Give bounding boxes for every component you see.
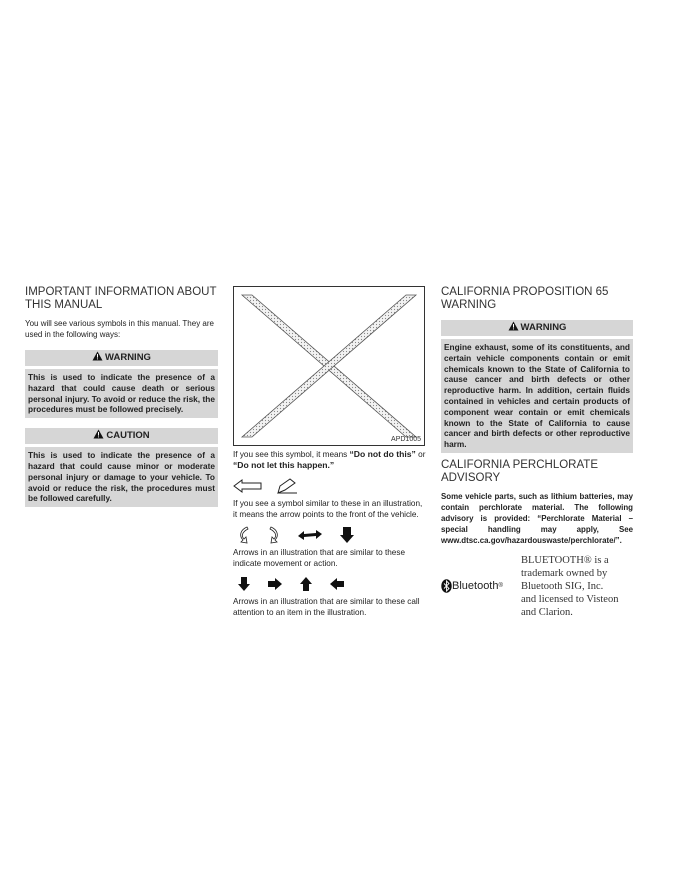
do-not-do-figure [233,286,425,446]
caution-box [25,428,218,507]
symbol-text-or: or [415,450,426,459]
heading-line-2: WARNING [441,299,497,311]
warning-title-bar [441,320,633,336]
prop65-warning-body: Engine exhaust, some of its constituents, and certain vehicle components contain or emit chemicals known to the State of California to cause cancer and birth defects or other reproductive harm. In addition, certain fluids contained in vehicles and certain products of component wear contain or emit chemicals known to the State of California to cause cancer and birth defects or other reproductive harm. [441,339,633,453]
bluetooth-logo-mark: ® [498,583,503,590]
caution-body: This is used to indicate the presence of a hazard that could cause minor or moderate personal injury or damage to your vehicle. To avoid or reduce the risk, the procedures must be followed carefully. [25,447,218,507]
bluetooth-trademark-text: BLUETOOTH® is a trademark owned by Bluetooth SIG, Inc. and licensed to Visteon and Clarion. [521,554,619,618]
heading-line-1: IMPORTANT INFORMATION ABOUT [25,286,217,298]
heading-line-1: CALIFORNIA PROPOSITION 65 [441,286,609,298]
column-manual-info [25,286,218,517]
bluetooth-trademark [441,554,633,619]
symbol-text-prefix: If you see this symbol, it means [233,450,350,459]
intro-paragraph: You will see various symbols in this manual. They are used in the following ways: [25,319,214,339]
front-arrow-icons [233,477,427,495]
warning-body: This is used to indicate the presence of a hazard that could cause death or serious personal injury. To avoid or reduce the risk, the procedures must be followed precisely. [25,369,218,418]
up-arrow-icon [299,576,313,592]
heading-line-2: ADVISORY [441,471,501,484]
diagonal-outline-arrow-icon [275,477,299,495]
column-california [441,286,633,619]
cross-x-icon [234,287,424,445]
do-not-symbol-text [233,449,427,471]
down-arrow-icon [237,576,251,592]
left-arrow-icon [329,577,345,591]
perchlorate-body: Some vehicle parts, such as lithium batteries, may contain perchlorate material. The following advisory is provided: “Perchlorate Material – special handling may apply, See www.dtsc.ca.gov/hazardouswaste/perchlorate/”. [441,491,633,545]
warning-title: WARNING [105,352,151,363]
curved-arrow-right-icon [267,526,281,544]
down-arrow-outline-icon [339,526,355,544]
right-arrow-icon [267,577,283,591]
section-heading-manual-info [25,286,218,312]
double-arrow-icon [297,528,323,542]
bluetooth-logo-text: Bluetooth [452,580,499,593]
warning-triangle-icon [92,351,103,361]
caution-title-bar [25,428,218,444]
heading-line-1: CALIFORNIA PERCHLORATE [441,458,598,471]
left-outline-arrow-icon [233,479,263,493]
movement-text: Arrows in an illustration that are similar to these indicate movement or action. [233,548,406,568]
movement-arrow-icons [233,526,427,544]
warning-title-bar [25,350,218,366]
warning-triangle-icon [93,429,104,439]
caution-title: CAUTION [106,430,150,442]
bluetooth-logo [441,579,521,593]
front-arrow-text: If you see a symbol similar to these in an illustration, it means the arrow points to the front of the vehicle. [233,499,423,519]
heading-line-2: THIS MANUAL [25,299,103,311]
curved-arrow-left-icon [237,526,251,544]
column-symbols [233,286,427,621]
attention-text: Arrows in an illustration that are similar to these call attention to an item in the illustration. [233,597,420,617]
bluetooth-icon [441,579,452,593]
warning-triangle-icon [508,321,519,331]
section-heading-perchlorate [441,459,633,485]
attention-arrow-icons [233,575,427,593]
figure-label: APD1005 [391,436,421,443]
section-heading-prop65 [441,286,633,312]
warning-box [25,350,218,418]
warning-title: WARNING [520,322,567,333]
symbol-text-bold-1: “Do not do this” [349,449,416,459]
prop65-warning-box [441,320,633,453]
symbol-text-bold-2: “Do not let this happen.” [233,460,335,470]
